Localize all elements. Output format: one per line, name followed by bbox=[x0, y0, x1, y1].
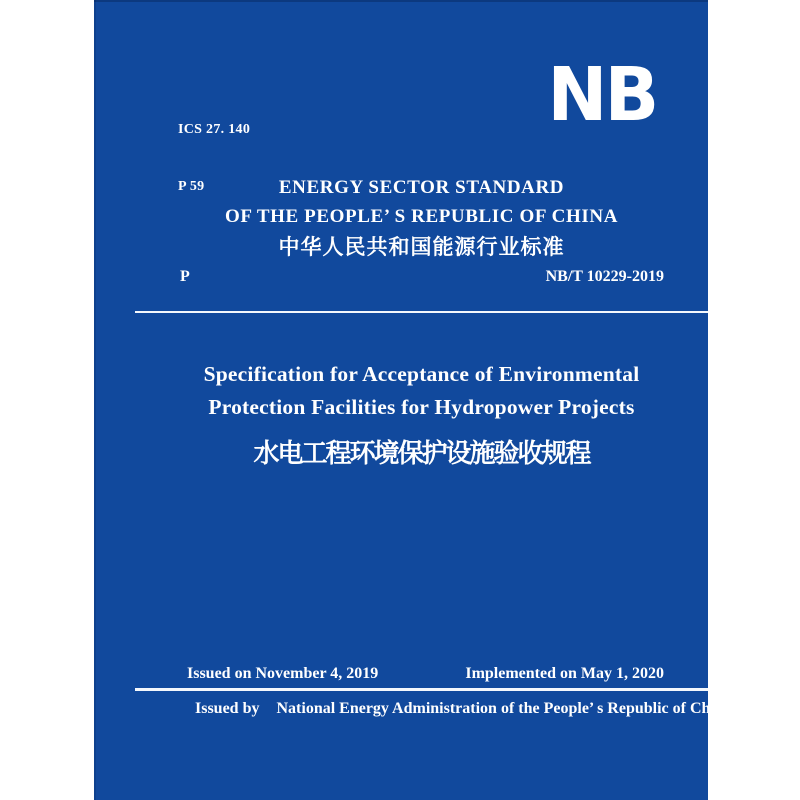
dates-row bbox=[135, 665, 708, 683]
title-en-line1: Specification for Acceptance of Environmental bbox=[203, 362, 640, 386]
divider-line-top bbox=[135, 311, 708, 313]
code-row bbox=[135, 268, 708, 286]
issued-by-value: National Energy Administration of the People’ s Republic of China bbox=[276, 700, 732, 717]
nb-logo: NB bbox=[547, 52, 656, 138]
standard-name-en-line1: ENERGY SECTOR STANDARD bbox=[278, 177, 565, 198]
standard-name-cn: 中华人民共和国能源行业标准 bbox=[278, 236, 565, 259]
issuer-row bbox=[135, 700, 732, 718]
standard-cover bbox=[94, 0, 732, 800]
issued-date: Issued on November 4, 2019 bbox=[187, 665, 379, 682]
doc-class-letter: P bbox=[180, 268, 190, 285]
implemented-date: Implemented on May 1, 2020 bbox=[465, 665, 664, 682]
standard-number: NB/T 10229-2019 bbox=[545, 268, 664, 285]
title-cn: 水电工程环境保护设施验收规程 bbox=[253, 439, 590, 468]
title-block bbox=[135, 358, 708, 470]
divider-line-bottom bbox=[135, 688, 708, 691]
title-en-line2: Protection Facilities for Hydropower Projects bbox=[208, 395, 635, 419]
classification-code: P 59 bbox=[178, 179, 205, 194]
ics-code: ICS 27. 140 bbox=[178, 122, 251, 137]
standard-name-en-line2: OF THE PEOPLE’ S REPUBLIC OF CHINA bbox=[224, 206, 619, 227]
standard-name-block bbox=[135, 177, 708, 260]
issued-by-label: Issued by bbox=[195, 700, 260, 717]
